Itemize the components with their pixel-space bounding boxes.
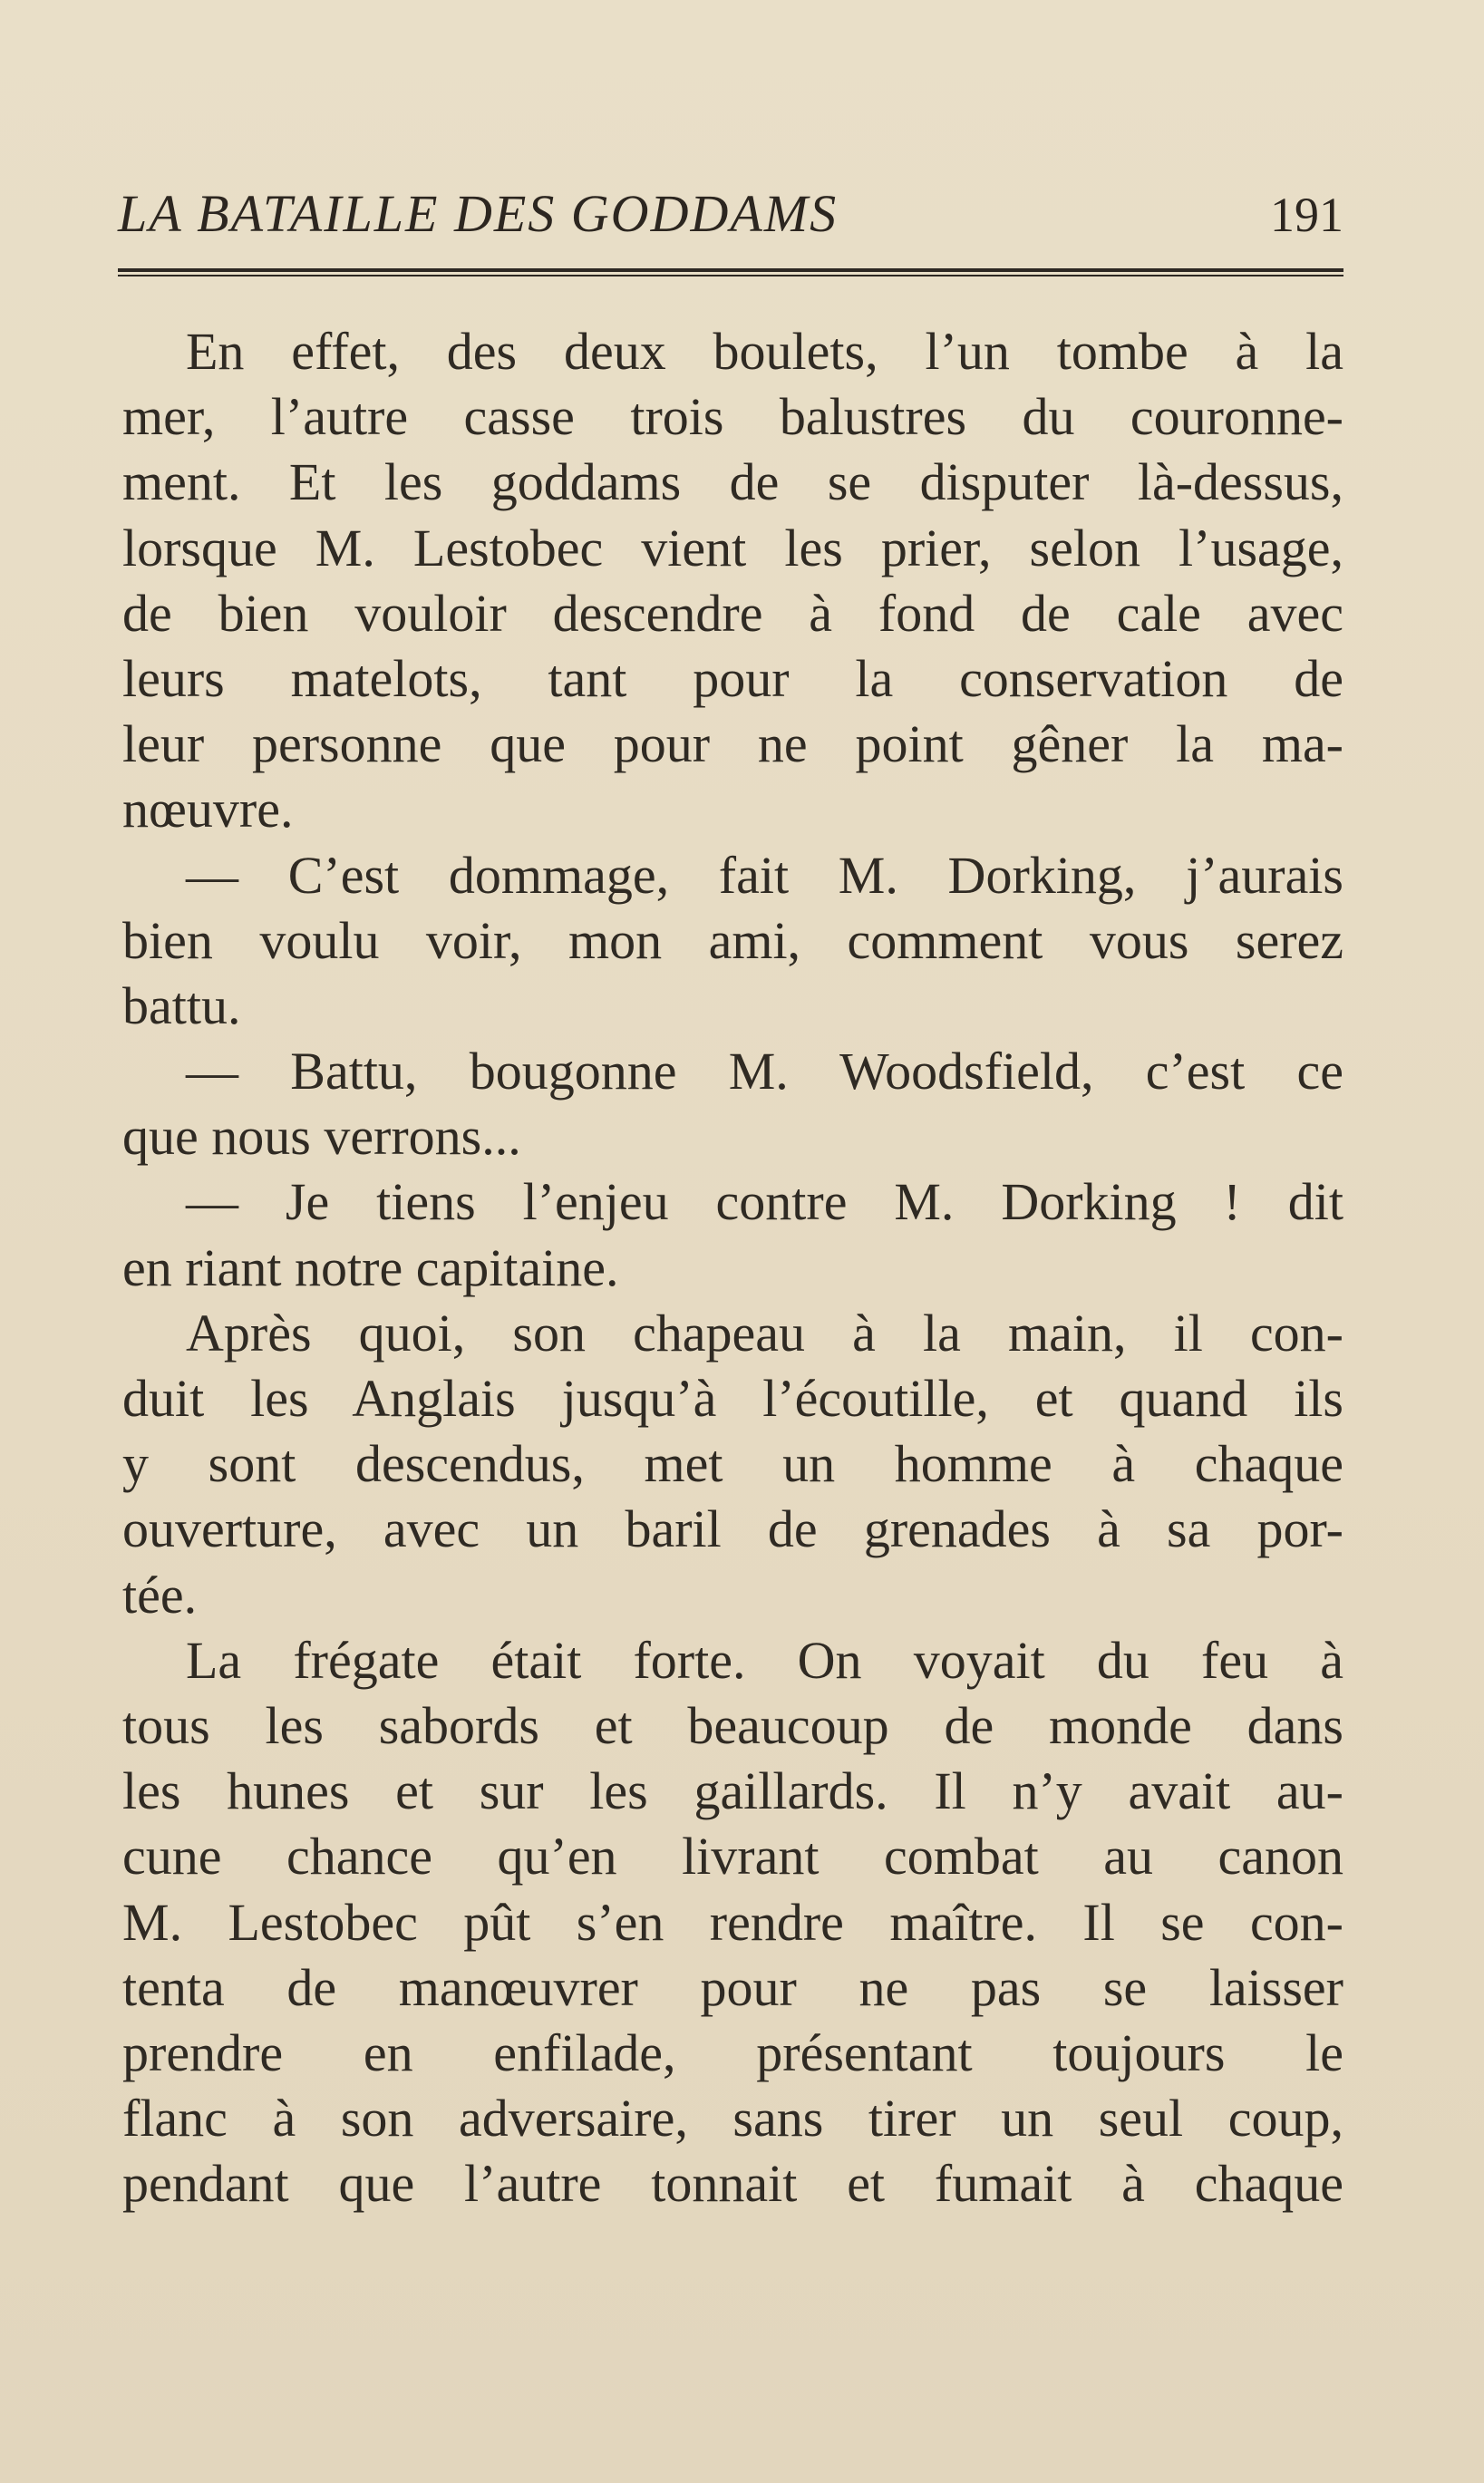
text-line: flanc à son adversaire, sans tirer un seul coup, xyxy=(122,2089,1343,2148)
text-line: — Je tiens l’enjeu contre M. Dorking ! dit xyxy=(186,1172,1343,1232)
text-line: tous les sabords et beaucoup de monde dans xyxy=(122,1695,1343,1755)
text-line: leurs matelots, tant pour la conservation de xyxy=(122,648,1343,708)
text-line: battu. xyxy=(122,975,241,1035)
text-line: La frégate était forte. On voyait du feu à xyxy=(186,1630,1343,1690)
running-head xyxy=(118,174,1343,247)
text-line: ment. Et les goddams de se disputer là-dessus, xyxy=(122,452,1343,512)
text-line: cune chance qu’en livrant combat au canon xyxy=(122,1827,1343,1886)
text-line: tée. xyxy=(122,1565,198,1625)
text-line: de bien vouloir descendre à fond de cale avec xyxy=(122,583,1343,643)
text-line: M. Lestobec pût s’en rendre maître. Il se con- xyxy=(122,1892,1343,1952)
header-rule xyxy=(118,268,1343,276)
text-line: ouverture, avec un baril de grenades à sa por- xyxy=(122,1499,1343,1559)
text-line: y sont descendus, met un homme à chaque xyxy=(122,1434,1343,1494)
text-line: leur personne que pour ne point gêner la ma- xyxy=(122,714,1343,774)
text-line: lorsque M. Lestobec vient les prier, selon l’usage, xyxy=(122,518,1343,577)
text-line: tenta de manœuvrer pour ne pas se laisser xyxy=(122,1957,1343,2017)
text-line: — Battu, bougonne M. Woodsfield, c’est ce xyxy=(186,1042,1343,1101)
running-head-title: LA BATAILLE DES GODDAMS xyxy=(118,184,839,243)
text-line: duit les Anglais jusqu’à l’écoutille, et quand ils xyxy=(122,1369,1343,1428)
text-line: en riant notre capitaine. xyxy=(122,1237,619,1297)
text-line: mer, l’autre casse trois balustres du couronne- xyxy=(122,387,1343,447)
text-line: Après quoi, son chapeau à la main, il con- xyxy=(186,1303,1343,1363)
text-line: — C’est dommage, fait M. Dorking, j’aurais xyxy=(186,845,1343,905)
text-line: les hunes et sur les gaillards. Il n’y avait au- xyxy=(122,1761,1343,1821)
text-line: bien voulu voir, mon ami, comment vous serez xyxy=(122,910,1343,970)
text-line: En effet, des deux boulets, l’un tombe à la xyxy=(186,322,1343,381)
text-line: que nous verrons... xyxy=(122,1107,521,1167)
text-line: nœuvre. xyxy=(122,780,294,839)
text-line: pendant que l’autre tonnait et fumait à chaque xyxy=(122,2154,1343,2214)
body-text xyxy=(122,319,1343,2216)
text-line: prendre en enfilade, présentant toujours le xyxy=(122,2022,1343,2082)
page-number: 191 xyxy=(1270,188,1343,242)
